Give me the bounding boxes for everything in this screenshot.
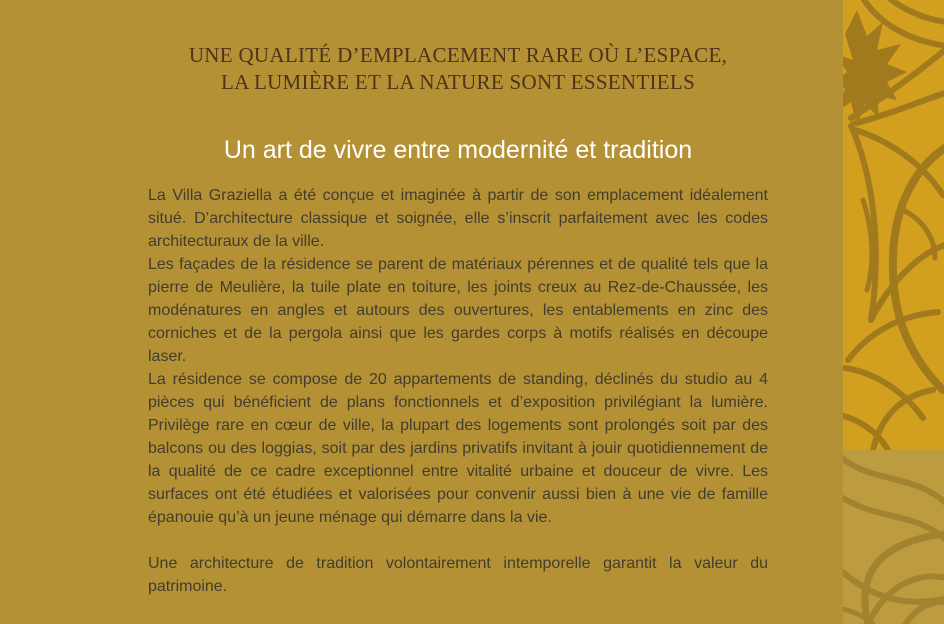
paragraph-facades: Les façades de la résidence se parent de matériaux pérennes et de qualité tels que la pierre de Meulière, la tuile plate en toiture, les joints creux au Rez-de-Chaussée, les modénatures en angles et autours des ouvertures, les entablements en zinc des corniches et de la pergola ainsi que les gardes corps à motifs réalisés en découpe laser. — [148, 256, 768, 365]
content-column — [148, 0, 768, 624]
body-text — [148, 184, 768, 598]
paragraph-intro: La Villa Graziella a été conçue et imaginée à partir de son emplacement idéalement situé. D’architecture classique et soignée, elle s’inscrit parfaitement avec les codes architecturaux de la ville. — [148, 187, 768, 250]
paragraph-residence: La résidence se compose de 20 appartements de standing, déclinés du studio au 4 pièces qui bénéficient de plans fonctionnels et d’exposition privilégiant la lumière. Privilège rare en cœur de ville, la plupart des logements sont prolongés soit par des balcons ou des loggias, soit par des jardins privatifs invitant à jouir quotidiennement de la qualité de ce cadre exceptionnel entre vitalité urbaine et douceur de vivre. Les surfaces ont été étudiées et valorisées pour convenir aussi bien à une vie de famille épanouie qu’à un jeune ménage qui démarre dans la vie. — [148, 371, 768, 526]
paragraph-patrimoine: Une architecture de tradition volontairement intemporelle garantit la valeur du patrimoine. — [148, 555, 768, 595]
floral-pattern-top — [843, 0, 944, 450]
page-subtitle: Un art de vivre entre modernité et tradition — [223, 136, 693, 164]
page-title-line1: UNE QUALITÉ D’EMPLACEMENT RARE OÙ L’ESPACE, — [188, 43, 728, 67]
floral-pattern-bottom — [843, 450, 944, 624]
page-title-line2: LA LUMIÈRE ET LA NATURE SONT ESSENTIELS — [220, 70, 696, 94]
decorative-floral-band — [843, 0, 944, 624]
page-title — [148, 42, 768, 96]
